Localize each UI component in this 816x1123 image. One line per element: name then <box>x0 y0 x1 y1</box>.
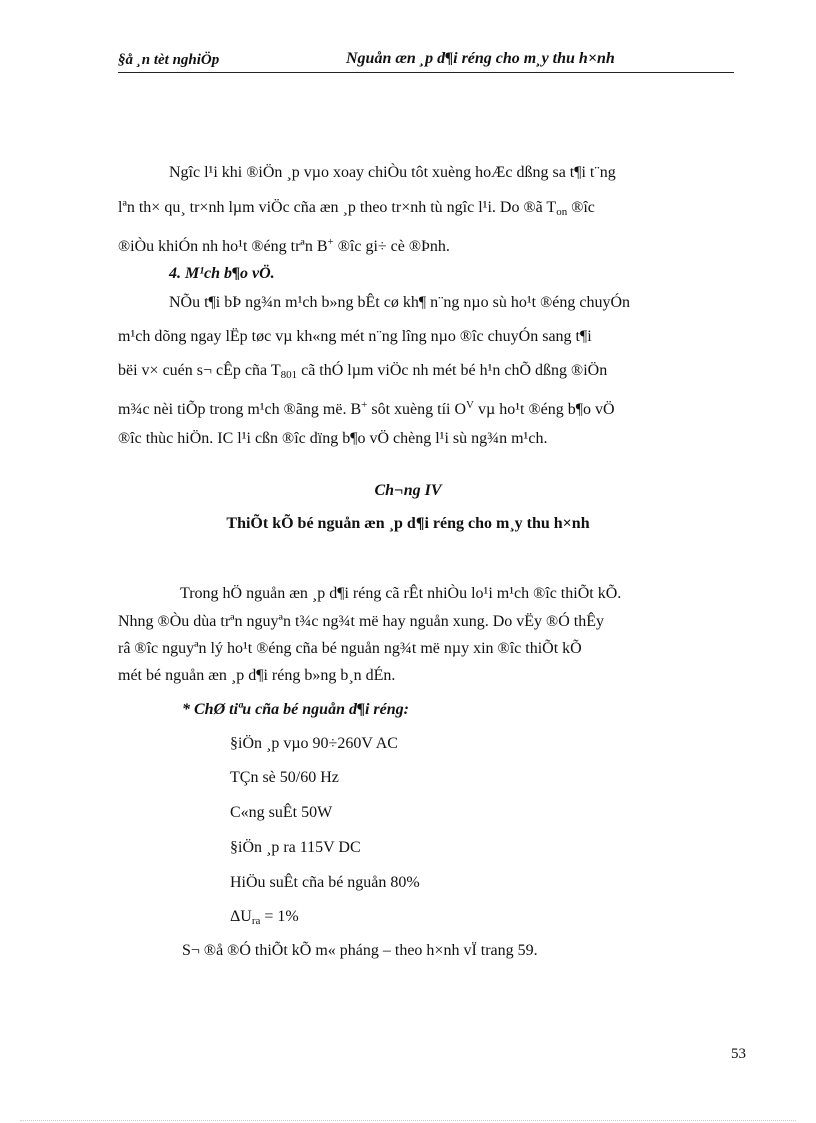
spec-item: C«ng suÊt 50W <box>230 804 333 821</box>
header-thesis-label: §å ¸n tèt nghiÖp <box>118 52 220 68</box>
spec-item: §iÖn ¸p vµo 90÷260V AC <box>230 735 398 752</box>
spec-item: TÇn sè 50/60 Hz <box>230 769 339 786</box>
chapter-label: Ch¬ng IV <box>374 482 442 499</box>
page-bottom-divider <box>20 1120 796 1121</box>
para3-line3: râ ®îc nguyªn lý ho¹t ®éng cña bé nguån ng¾t më nµy xin ®îc thiÕt kÕ <box>118 640 582 657</box>
header-topic-title: Nguån æn ¸p d¶i réng cho m¸y thu h×nh <box>346 50 615 67</box>
para1-line3: ®iÒu khiÓn nh ho¹t ®éng trªn B+ ®îc gi÷ cè ®Þnh. <box>118 236 450 255</box>
para3-line1: Trong hÖ nguån æn ¸p d¶i réng cã rÊt nhiÒu lo¹i m¹ch ®îc thiÕt kÕ. <box>180 585 622 602</box>
specs-heading: * ChØ tiªu cña bé nguån d¶i réng: <box>182 701 409 718</box>
para2-line4: m¾c nèi tiÕp trong m¹ch ®ãng më. B+ sôt xuèng tíi $O^V$ vµ ho¹t ®éng b¶o vÖ <box>118 399 615 418</box>
para3-line2: Nhng ®Òu dùa trªn nguyªn t¾c ng¾t më hay nguån xung. Do vËy ®Ó thÊy <box>118 613 604 630</box>
page-number: 53 <box>731 1046 746 1062</box>
para1-line2: lªn th× qu¸ tr×nh lµm viÖc cña æn ¸p theo tr×nh tù ngîc l¹i. Do ®ã $T_{on}$ ®îc <box>118 199 595 218</box>
para2-line1: NÕu t¶i bÞ ng¾n m¹ch b»ng bÊt cø kh¶ n¨ng nµo sù ho¹t ®éng chuyÓn <box>169 294 630 311</box>
para2-line2: m¹ch dõng ngay lËp tøc vµ kh«ng mét n¨ng lîng nµo ®îc chuyÓn sang t¶i <box>118 328 592 345</box>
section-4-title: 4. M¹ch b¶o vÖ. <box>169 265 275 282</box>
chapter-title: ThiÕt kÕ bé nguån æn ¸p d¶i réng cho m¸y thu h×nh <box>226 515 590 532</box>
closing-line: S¬ ®å ®Ó thiÕt kÕ m« pháng – theo h×nh vÏ trang 59. <box>182 942 538 959</box>
spec-item: §iÖn ¸p ra 115V DC <box>230 839 361 856</box>
para1-line1: Ngîc l¹i khi ®iÖn ¸p vµo xoay chiÒu tôt xuèng hoÆc dßng sa t¶i t¨ng <box>169 164 616 181</box>
para2-line5: ®îc thùc hiÖn. IC l¹i cßn ®îc dïng b¶o vÖ chèng l¹i sù ng¾n m¹ch. <box>118 430 548 447</box>
para2-line3: bëi v× cuén s¬ cÊp cña $T_{801}$ cã thÓ lµm viÖc nh mét bé h¹n chÕ dßng ®iÖn <box>118 362 608 381</box>
para3-line4: mét bé nguån æn ¸p d¶i réng b»ng b¸n dÉn. <box>118 667 396 684</box>
spec-item: HiÖu suÊt cña bé nguån 80% <box>230 874 420 891</box>
page-header <box>118 50 734 73</box>
spec-delta-u: $\Delta U_{ra} = 1\%$ <box>230 908 299 927</box>
